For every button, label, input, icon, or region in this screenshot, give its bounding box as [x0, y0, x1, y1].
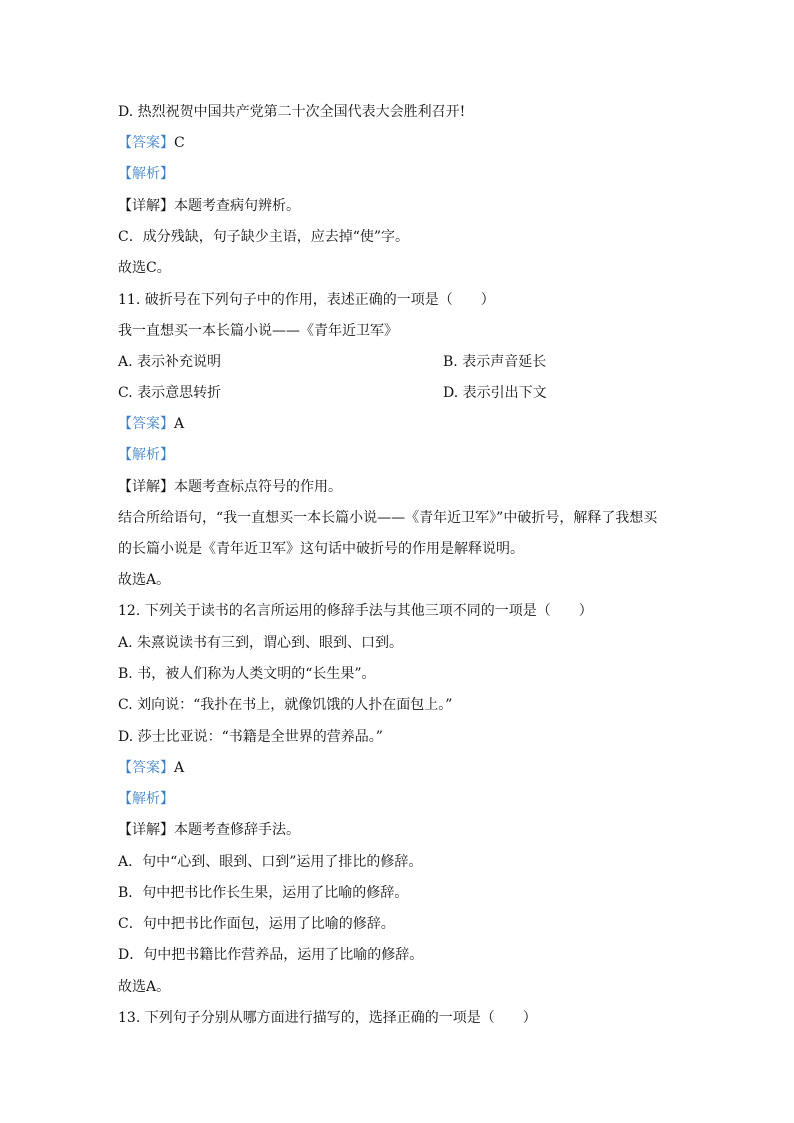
q11-option-d: D. 表示引出下文	[443, 385, 547, 401]
q11-analysis-tag: 【解析】	[118, 447, 174, 463]
q11-explain-line-1: 结合所给语句，“我一直想买一本长篇小说——《青年近卫军》”中破折号，解释了我想买	[118, 510, 658, 526]
q11-detail	[118, 477, 342, 497]
q11-conclusion: 故选A。	[118, 572, 171, 588]
answer-tag: 【答案】	[118, 760, 174, 776]
q12-option-c: C. 刘向说：“我扑在书上，就像饥饿的人扑在面包上。”	[118, 697, 453, 713]
q12-explain-b: B．句中把书比作长生果，运用了比喻的修辞。	[118, 885, 409, 901]
q11-option-c: C. 表示意思转折	[118, 385, 222, 401]
q11-stem: 11. 破折号在下列句子中的作用，表述正确的一项是（ ）	[118, 292, 495, 308]
detail-tag: 【详解】	[118, 198, 174, 214]
answer-value: A	[174, 416, 185, 432]
q11-option-b: B. 表示声音延长	[443, 354, 547, 370]
q13-stem: 13. 下列句子分别从哪方面进行描写的，选择正确的一项是（ ）	[118, 1010, 537, 1026]
detail-tag: 【详解】	[118, 479, 174, 495]
q12-stem: 12. 下列关于读书的名言所运用的修辞手法与其他三项不同的一项是（ ）	[118, 603, 593, 619]
q10-option-d: D. 热烈祝贺中国共产党第二十次全国代表大会胜利召开!	[118, 104, 466, 120]
q11-option-a: A. 表示补充说明	[118, 354, 222, 370]
q10-detail	[118, 196, 300, 216]
q12-option-d: D. 莎士比亚说：“书籍是全世界的营养品。”	[118, 729, 383, 745]
detail-text: 本题考查修辞手法。	[174, 822, 300, 838]
q12-answer	[118, 758, 184, 778]
detail-tag: 【详解】	[118, 822, 174, 838]
detail-text: 本题考查标点符号的作用。	[174, 479, 342, 495]
q10-answer	[118, 133, 185, 153]
q10-explain: C．成分残缺，句子缺少主语，应去掉“使”字。	[118, 229, 410, 245]
detail-text: 本题考查病句辨析。	[174, 198, 300, 214]
q12-explain-d: D．句中把书籍比作营养品，运用了比喻的修辞。	[118, 947, 424, 963]
q12-conclusion: 故选A。	[118, 979, 171, 995]
q11-explain-line-2: 的长篇小说是《青年近卫军》这句话中破折号的作用是解释说明。	[118, 541, 524, 557]
q12-analysis-tag: 【解析】	[118, 791, 174, 807]
q12-explain-c: C．句中把书比作面包，运用了比喻的修辞。	[118, 916, 395, 932]
answer-value: A	[174, 760, 185, 776]
q12-option-a: A. 朱熹说读书有三到，谓心到、眼到、口到。	[118, 635, 404, 651]
q11-sentence: 我一直想买一本长篇小说——《青年近卫军》	[118, 323, 398, 339]
answer-tag: 【答案】	[118, 135, 174, 151]
q12-detail	[118, 820, 300, 840]
q10-conclusion: 故选C。	[118, 260, 171, 276]
q12-explain-a: A．句中“心到、眼到、口到”运用了排比的修辞。	[118, 854, 423, 870]
q10-analysis-tag: 【解析】	[118, 166, 174, 182]
answer-value: C	[174, 135, 185, 151]
q11-answer	[118, 414, 184, 434]
answer-tag: 【答案】	[118, 416, 174, 432]
q12-option-b: B. 书，被人们称为人类文明的“长生果”。	[118, 666, 376, 682]
